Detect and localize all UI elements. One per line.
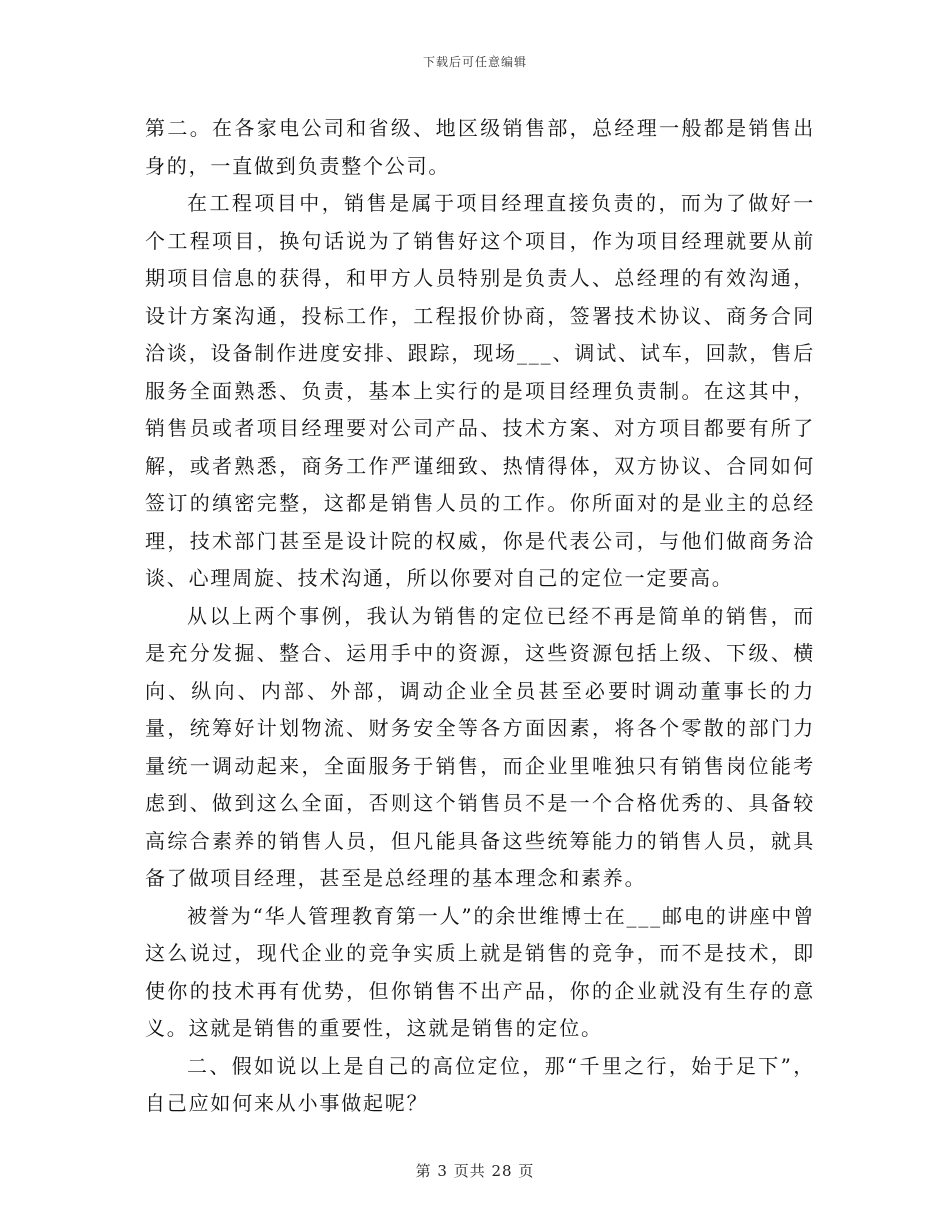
page-header: 下载后可任意编辑 bbox=[422, 55, 527, 69]
paragraph-quote: 被誉为“华人管理教育第一人”的余世维博士在___邮电的讲座中曾这么说过，现代企业的竞争实质上就是销售的竞争，而不是技术，即使你的技术再有优势，但你销售不出产品，你的企业就没有生存的意义。这就是销售的重要性，这就是销售的定位。 bbox=[145, 903, 815, 1040]
paragraph-project-sales: 在工程项目中，销售是属于项目经理直接负责的，而为了做好一个工程项目，换句话说为了销售好这个项目，作为项目经理就要从前期项目信息的获得，和甲方人员特别是负责人、总经理的有效沟通，设计方案沟通，投标工作，工程报价协商，签署技术协议、商务合同洽谈，设备制作进度安排、跟踪，现场___、调试、试车，回款，售后服务全面熟悉、负责，基本上实行的是项目经理负责制。在这其中，销售员或者项目经理要对公司产品、技术方案、对方项目都要有所了解，或者熟悉，商务工作严谨细致、热情得体，双方协议、合同如何签订的缜密完整，这都是销售人员的工作。你所面对的是业主的总经理，技术部门甚至是设计院的权威，你是代表公司，与他们做商务洽谈、心理周旋、技术沟通，所以你要对自己的定位一定要高。 bbox=[145, 191, 815, 590]
paragraph-continuation: 第二。在各家电公司和省级、地区级销售部，总经理一般都是销售出身的，一直做到负责整个公司。 bbox=[145, 116, 815, 178]
paragraph-sales-positioning: 从以上两个事例，我认为销售的定位已经不再是简单的销售，而是充分发掘、整合、运用手中的资源，这些资源包括上级、下级、横向、纵向、内部、外部，调动企业全员甚至必要时调动董事长的力量，统筹好计划物流、财务安全等各方面因素，将各个零散的部门力量统一调动起来，全面服务于销售，而企业里唯独只有销售岗位能考虑到、做到这么全面，否则这个销售员不是一个合格优秀的、具备较高综合素养的销售人员，但凡能具备这些统筹能力的销售人员，就具备了做项目经理，甚至是总经理的基本理念和素养。 bbox=[145, 603, 815, 890]
document-body bbox=[145, 110, 815, 1123]
page-footer: 第 3 页共 28 页 bbox=[415, 1162, 535, 1180]
paragraph-section-two: 二、假如说以上是自己的高位定位，那“千里之行，始于足下”，自己应如何来从小事做起呢？ bbox=[145, 1053, 815, 1115]
